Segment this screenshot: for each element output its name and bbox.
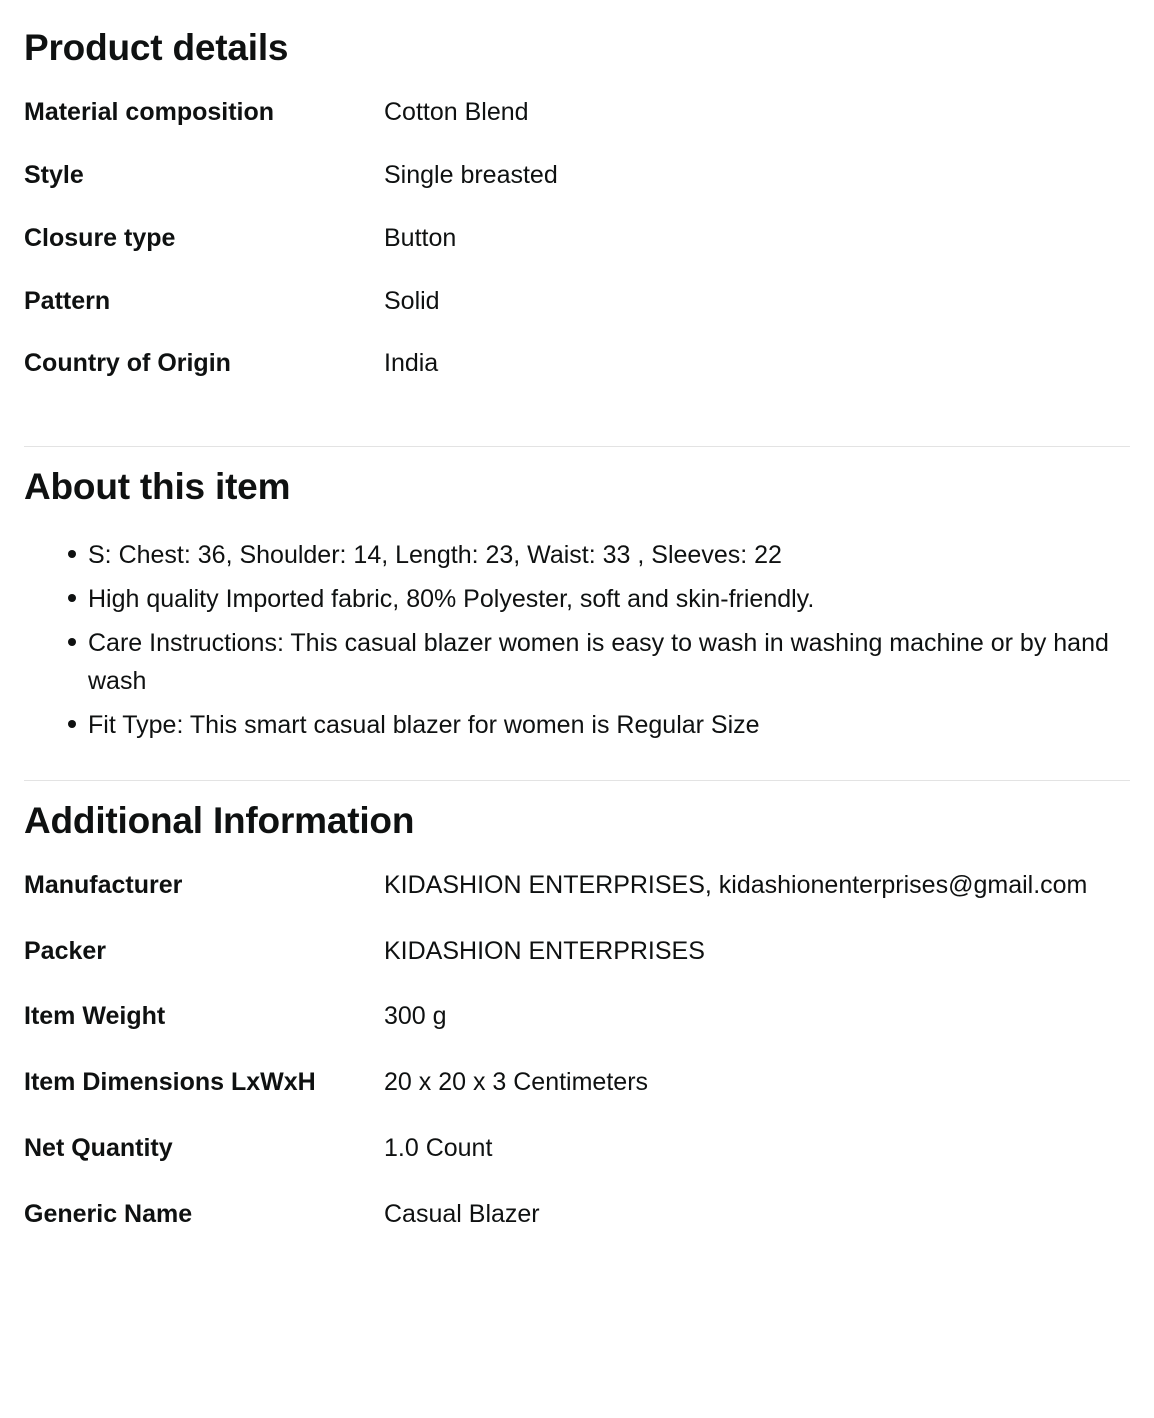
spec-key: Net Quantity — [24, 1133, 173, 1162]
spec-value: KIDASHION ENTERPRISES — [384, 936, 705, 965]
additional-information-section — [24, 799, 1130, 1264]
table-row — [24, 222, 1130, 285]
additional-information-heading: Additional Information — [24, 799, 415, 841]
product-details-section — [24, 26, 1130, 410]
spec-value: India — [384, 349, 439, 378]
additional-information-table — [24, 869, 1130, 1264]
section-divider — [24, 780, 1130, 781]
table-row — [24, 1198, 1130, 1264]
about-this-item-section — [24, 465, 1130, 743]
spec-value: KIDASHION ENTERPRISES, kidashionenterprises@gmail.com — [384, 870, 1088, 899]
spec-value: Casual Blazer — [384, 1199, 540, 1228]
spec-key: Manufacturer — [24, 870, 183, 899]
about-this-item-heading: About this item — [24, 466, 291, 508]
product-details-heading: Product details — [24, 27, 289, 68]
spec-value: Button — [384, 223, 457, 252]
spec-key: Item Weight — [24, 1002, 166, 1031]
table-row — [24, 869, 1130, 935]
table-row — [24, 1000, 1130, 1066]
spec-key: Country of Origin — [24, 349, 231, 378]
spec-key: Material composition — [24, 98, 275, 127]
product-details-table — [24, 96, 1130, 410]
section-divider — [24, 446, 1130, 447]
list-item: Fit Type: This smart casual blazer for women is Regular Size — [68, 706, 1118, 744]
table-row — [24, 159, 1130, 222]
spec-key: Generic Name — [24, 1199, 193, 1228]
spec-value: Cotton Blend — [384, 98, 529, 127]
spec-value: 1.0 Count — [384, 1133, 493, 1162]
about-bullet-list — [24, 536, 1130, 744]
spec-value: 20 x 20 x 3 Centimeters — [384, 1068, 649, 1097]
spec-key: Closure type — [24, 223, 176, 252]
table-row — [24, 1066, 1130, 1132]
spec-value: Solid — [384, 286, 440, 315]
table-row — [24, 935, 1130, 1001]
table-row — [24, 347, 1130, 410]
spec-value: 300 g — [384, 1002, 447, 1031]
spec-key: Style — [24, 161, 84, 190]
spec-value: Single breasted — [384, 161, 558, 190]
spec-key: Pattern — [24, 286, 111, 315]
table-row — [24, 1132, 1130, 1198]
spec-key: Packer — [24, 936, 107, 965]
list-item: High quality Imported fabric, 80% Polyester, soft and skin-friendly. — [68, 580, 1118, 618]
spec-key: Item Dimensions LxWxH — [24, 1068, 316, 1097]
list-item: Care Instructions: This casual blazer women is easy to wash in washing machine or by hand wash — [68, 624, 1118, 700]
list-item: S: Chest: 36, Shoulder: 14, Length: 23, Waist: 33 , Sleeves: 22 — [68, 536, 1118, 574]
table-row — [24, 96, 1130, 159]
table-row — [24, 285, 1130, 348]
